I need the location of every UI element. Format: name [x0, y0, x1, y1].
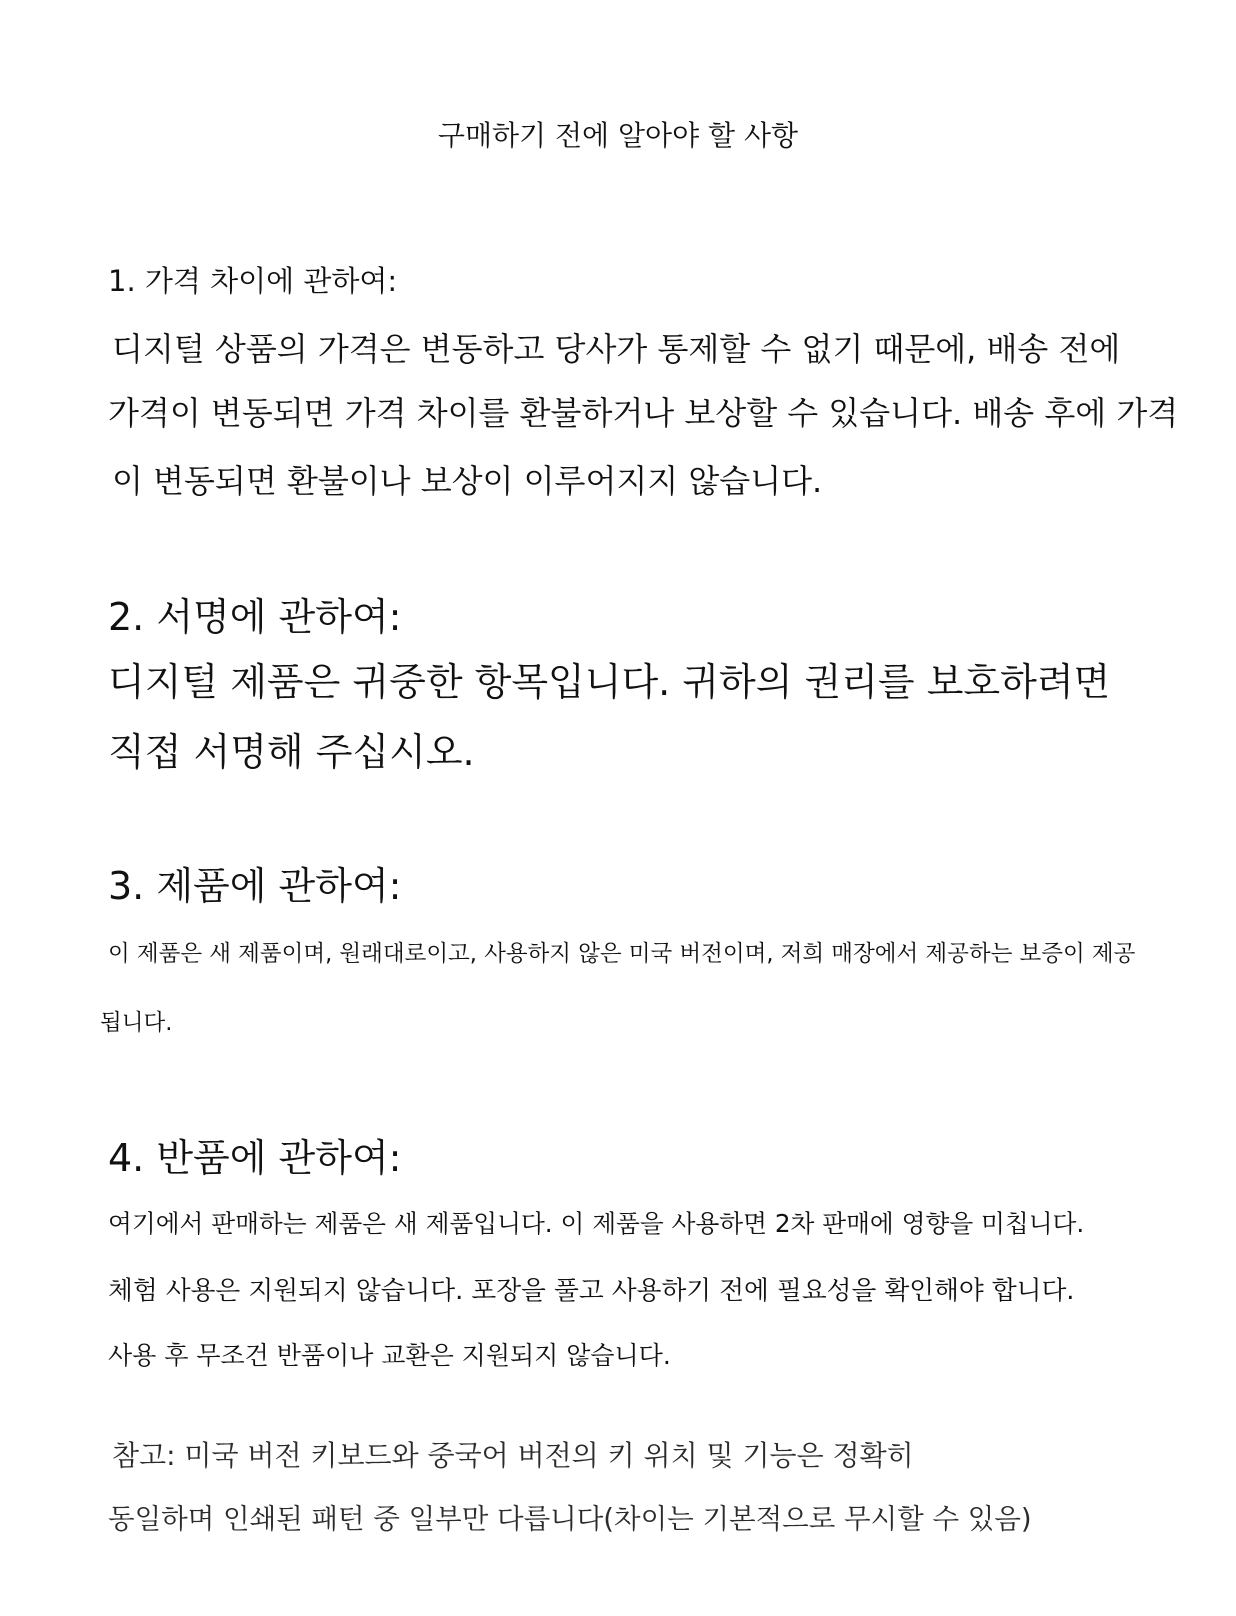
section-price-line: 이 변동되면 환불이나 보상이 이루어지지 않습니다. — [112, 462, 823, 500]
note-line: 참고: 미국 버전 키보드와 중국어 버전의 키 위치 및 기능은 정확히 — [112, 1439, 914, 1472]
section-signature-heading: 2. 서명에 관하여: — [108, 595, 402, 639]
section-product-line: 됩니다. — [100, 1010, 173, 1036]
section-return-line: 체험 사용은 지원되지 않습니다. 포장을 풀고 사용하기 전에 필요성을 확인해야 합니다. — [108, 1276, 1075, 1306]
section-price-line: 가격이 변동되면 가격 차이를 환불하거나 보상할 수 있습니다. 배송 후에 가격 — [108, 394, 1179, 432]
section-signature-line: 직접 서명해 주십시오. — [108, 730, 475, 774]
section-price-heading: 1. 가격 차이에 관하여: — [108, 264, 398, 298]
section-product-heading: 3. 제품에 관하여: — [108, 864, 402, 908]
section-product-line: 이 제품은 새 제품이며, 원래대로이고, 사용하지 않은 미국 버전이며, 저희 매장에서 제공하는 보증이 제공 — [108, 941, 1136, 967]
page-title: 구매하기 전에 알아야 할 사항 — [437, 119, 799, 152]
note-line: 동일하며 인쇄된 패턴 중 일부만 다릅니다(차이는 기본적으로 무시할 수 있음) — [108, 1503, 1032, 1535]
section-return-line: 여기에서 판매하는 제품은 새 제품입니다. 이 제품을 사용하면 2차 판매에 영향을 미칩니다. — [108, 1209, 1085, 1238]
section-return-heading: 4. 반품에 관하여: — [108, 1136, 402, 1180]
section-return-line: 사용 후 무조건 반품이나 교환은 지원되지 않습니다. — [108, 1341, 671, 1370]
section-signature-line: 디지털 제품은 귀중한 항목입니다. 귀하의 권리를 보호하려면 — [108, 660, 1111, 704]
section-price-line: 디지털 상품의 가격은 변동하고 당사가 통제할 수 없기 때문에, 배송 전에 — [112, 330, 1121, 368]
